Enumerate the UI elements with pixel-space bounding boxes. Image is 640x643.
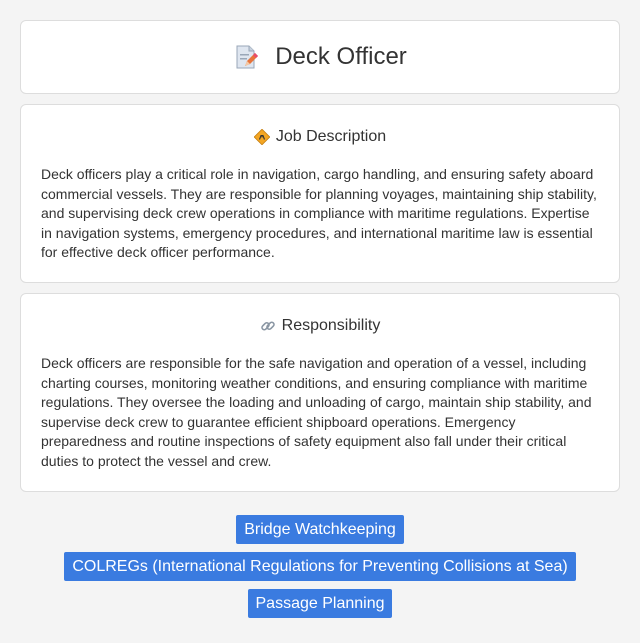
link-icon [260, 318, 276, 334]
tag-bridge-watchkeeping[interactable]: Bridge Watchkeeping [236, 515, 404, 544]
job-description-header [21, 127, 619, 147]
responsibility-header [21, 316, 619, 336]
job-description-card [20, 104, 620, 283]
tag-passage-planning[interactable]: Passage Planning [248, 589, 393, 618]
responsibility-title: Responsibility [281, 317, 381, 334]
road-sign-icon [254, 129, 270, 145]
responsibility-text: Deck officers are responsible for the safe navigation and operation of a vessel, including charting courses, monitoring weather conditions, and ensuring compliance with maritime regulations. They oversee the loading and unloading of cargo, maintain ship stability, and supervise deck crew to guarantee efficient shipboard operations. Emergency preparedness and routine inspections of safety equipment also fall under their critical duties to protect the vessel and crew. [41, 355, 592, 469]
responsibility-card [20, 293, 620, 492]
title-card [20, 20, 620, 94]
page-title: Deck Officer [275, 43, 407, 70]
skill-tags [0, 515, 640, 618]
title-row [21, 21, 619, 93]
document-edit-icon [233, 44, 259, 70]
job-description-title: Job Description [275, 128, 387, 145]
job-description-text: Deck officers play a critical role in navigation, cargo handling, and ensuring safety aboard commercial vessels. They are responsible for planning voyages, maintaining ship stability, and supervising deck crew operations in compliance with maritime regulations. Expertise in navigation systems, emergency procedures, and international maritime law is essential for effective deck officer performance. [41, 166, 597, 260]
tag-colregs[interactable]: COLREGs (International Regulations for Preventing Collisions at Sea) [64, 552, 575, 581]
